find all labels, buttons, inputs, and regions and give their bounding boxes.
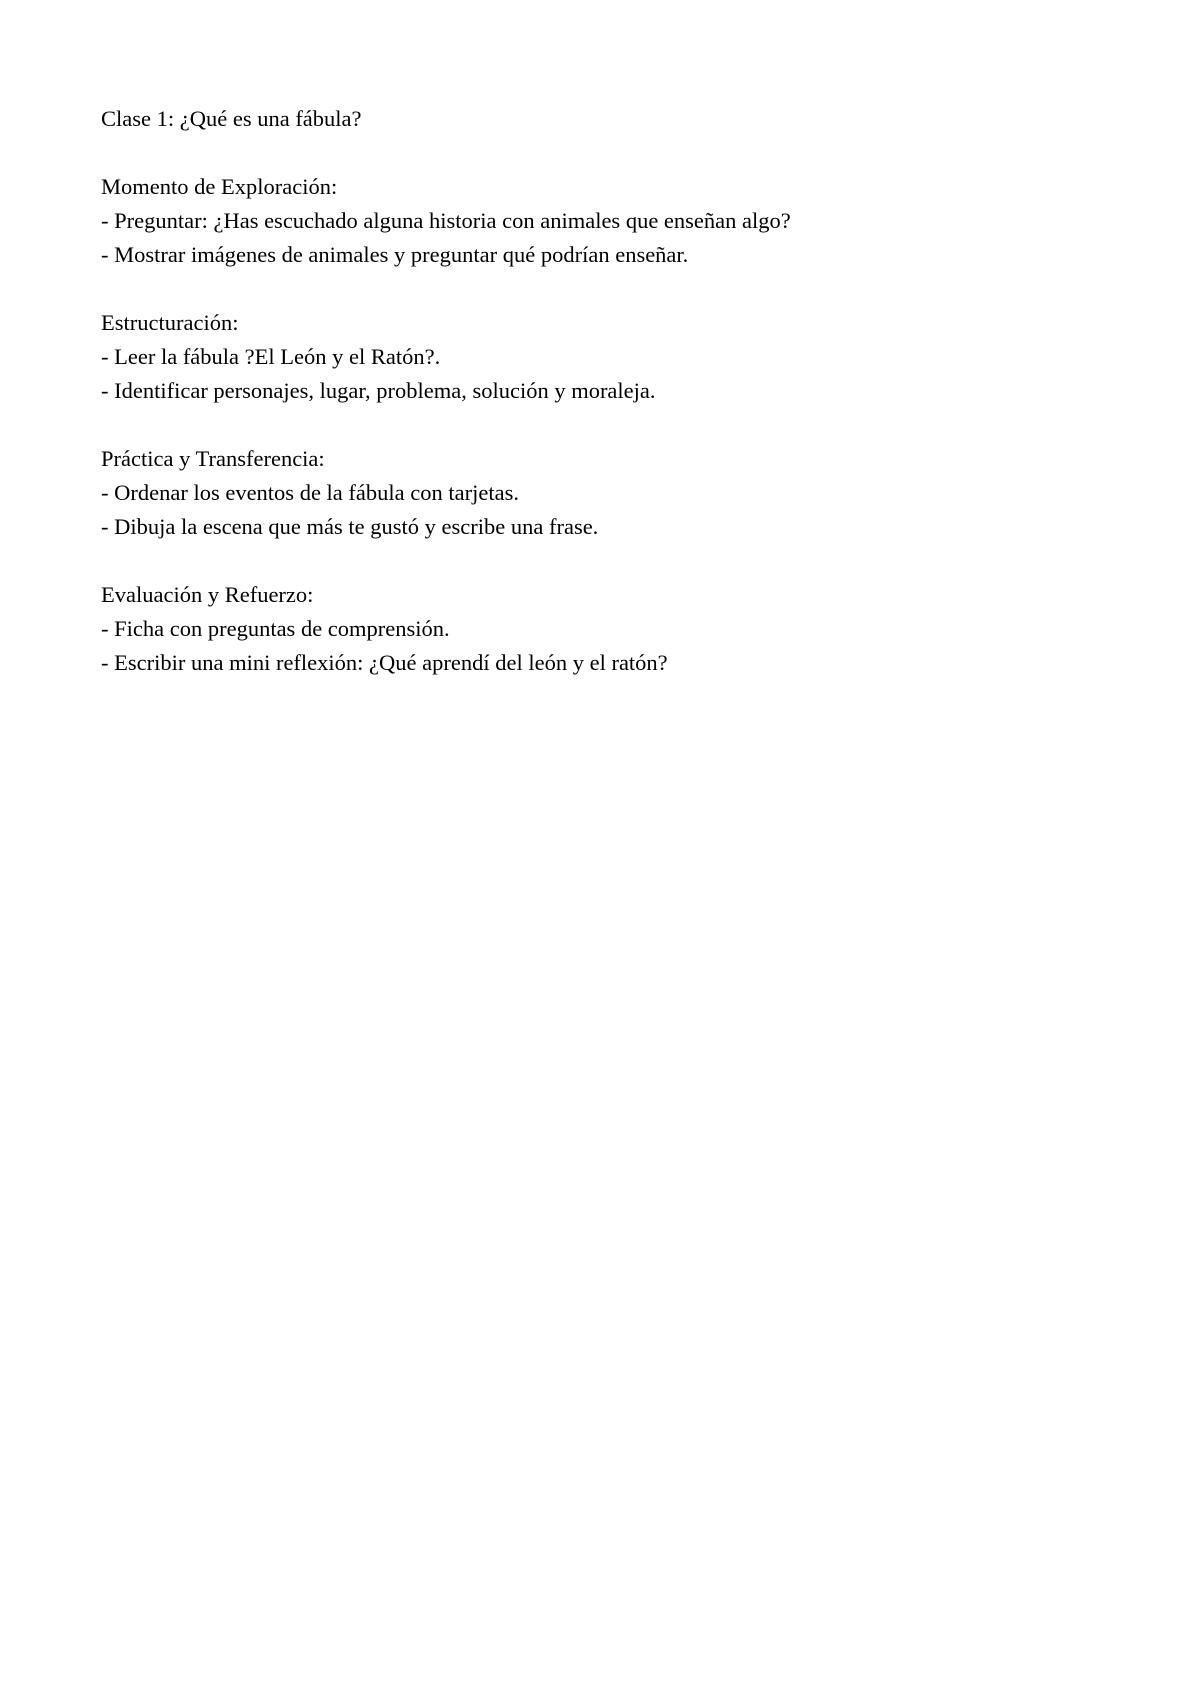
section-heading-evaluacion: Evaluación y Refuerzo: xyxy=(101,582,314,607)
list-item: - Mostrar imágenes de animales y preguntar qué podrían enseñar. xyxy=(101,242,689,267)
spacer xyxy=(101,136,1101,170)
list-item: - Dibuja la escena que más te gustó y escribe una frase. xyxy=(101,514,599,539)
section-heading-exploracion: Momento de Exploración: xyxy=(101,174,338,199)
list-item: - Ordenar los eventos de la fábula con tarjetas. xyxy=(101,480,519,505)
document-title: Clase 1: ¿Qué es una fábula? xyxy=(101,106,362,131)
list-item: - Ficha con preguntas de comprensión. xyxy=(101,616,450,641)
spacer xyxy=(101,272,1101,306)
spacer xyxy=(101,408,1101,442)
spacer xyxy=(101,544,1101,578)
list-item: - Escribir una mini reflexión: ¿Qué aprendí del león y el ratón? xyxy=(101,650,668,675)
list-item: - Leer la fábula ?El León y el Ratón?. xyxy=(101,344,441,369)
section-heading-practica: Práctica y Transferencia: xyxy=(101,446,325,471)
section-heading-estructuracion: Estructuración: xyxy=(101,310,239,335)
document-body xyxy=(101,102,1101,680)
list-item: - Identificar personajes, lugar, problema, solución y moraleja. xyxy=(101,378,656,403)
list-item: - Preguntar: ¿Has escuchado alguna historia con animales que enseñan algo? xyxy=(101,208,791,233)
